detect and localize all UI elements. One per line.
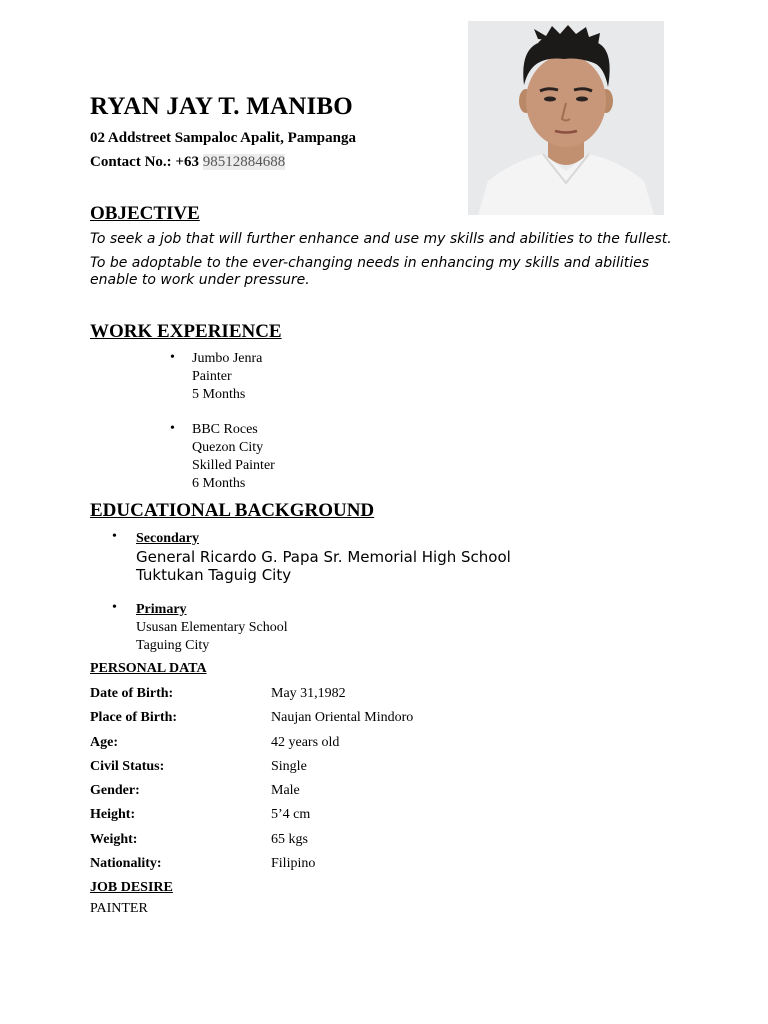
portrait-image [468, 21, 664, 215]
field-label: Gender: [90, 783, 140, 798]
field-label: Date of Birth: [90, 686, 174, 701]
field-value: Male [271, 783, 300, 798]
applicant-address: 02 Addstreet Sampaloc Apalit, Pampanga [90, 130, 356, 146]
employer-location: Quezon City [192, 440, 264, 455]
job-desire-heading: JOB DESIRE [90, 880, 173, 895]
education-level: Primary [136, 602, 187, 617]
field-label: Place of Birth: [90, 710, 178, 725]
school-location: Taguing City [136, 638, 210, 653]
job-desire-value: PAINTER [90, 901, 148, 916]
objective-text-1: To seek a job that will further enhance and use my skills and abilities to the fullest. [90, 231, 672, 247]
field-value: 5’4 cm [271, 807, 311, 822]
field-label: Height: [90, 807, 136, 822]
bullet-icon: • [112, 600, 117, 615]
contact-label: Contact No.: +63 [90, 154, 203, 170]
field-label: Weight: [90, 832, 138, 847]
job-title: Skilled Painter [192, 458, 275, 473]
objective-heading: OBJECTIVE [90, 203, 200, 224]
contact-line [90, 154, 285, 171]
personal-data-heading: PERSONAL DATA [90, 661, 207, 676]
field-value: 65 kgs [271, 832, 308, 847]
applicant-photo [468, 21, 664, 215]
bullet-icon: • [112, 529, 117, 544]
school-location: Tuktukan Taguig City [136, 566, 292, 584]
school-name: Ususan Elementary School [136, 620, 288, 635]
field-value: Single [271, 759, 307, 774]
school-name: General Ricardo G. Papa Sr. Memorial High School [136, 548, 511, 566]
bullet-icon: • [170, 350, 175, 365]
education-heading: EDUCATIONAL BACKGROUND [90, 500, 375, 521]
field-value: Naujan Oriental Mindoro [271, 710, 414, 725]
job-duration: 5 Months [192, 387, 246, 402]
bullet-icon: • [170, 421, 175, 436]
work-experience-heading: WORK EXPERIENCE [90, 321, 282, 342]
objective-text-2: To be adoptable to the ever-changing needs in enhancing my skills and abilities enable to work under pressure. [90, 255, 650, 288]
field-label: Nationality: [90, 856, 162, 871]
field-label: Age: [90, 735, 118, 750]
applicant-name: RYAN JAY T. MANIBO [90, 93, 353, 120]
employer-name: BBC Roces [192, 422, 258, 437]
field-label: Civil Status: [90, 759, 165, 774]
field-value: Filipino [271, 856, 316, 871]
field-value: 42 years old [271, 735, 340, 750]
field-value: May 31,1982 [271, 686, 346, 701]
job-title: Painter [192, 369, 232, 384]
contact-number: 98512884688 [202, 154, 286, 170]
employer-name: Jumbo Jenra [192, 351, 263, 366]
education-level: Secondary [136, 531, 199, 546]
job-duration: 6 Months [192, 476, 246, 491]
